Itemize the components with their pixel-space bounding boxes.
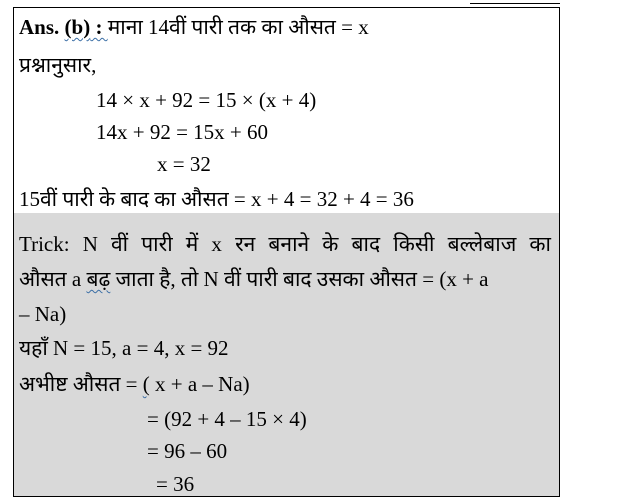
top-border-stub [470, 0, 560, 4]
trick-step-1: = (92 + 4 – 15 × 4) [147, 407, 307, 431]
trick-required-label: अभीष्ट औसत = [19, 372, 143, 396]
answer-colon: : [90, 15, 108, 39]
answer-section [14, 8, 559, 213]
answer-heading [19, 14, 369, 40]
trick-line-1: Trick: N वीं पारी में x रन बनाने के बाद किसी बल्लेबाज का [19, 232, 551, 256]
solution-box [13, 7, 560, 497]
trick-line-2-end: जाता है, तो N वीं पारी बाद उसका औसत = (x + a [110, 267, 489, 291]
trick-step-2: = 96 – 60 [147, 439, 228, 463]
trick-line-2 [19, 266, 488, 292]
answer-subheading: प्रश्नानुसार, [19, 53, 97, 77]
equation-3: x = 32 [157, 152, 211, 176]
trick-required [19, 371, 250, 397]
trick-section [14, 213, 559, 496]
answer-intro: माना 14वीं पारी तक का औसत = x [107, 15, 369, 39]
equation-2: 14x + 92 = 15x + 60 [96, 120, 269, 144]
trick-given: यहाँ N = 15, a = 4, x = 92 [19, 336, 229, 360]
trick-step-3: = 36 [156, 472, 195, 496]
answer-option: (b) [64, 15, 91, 39]
equation-1: 14 × x + 92 = 15 × (x + 4) [96, 88, 317, 112]
trick-line-3: – Na) [19, 302, 67, 326]
trick-required-formula: x + a – Na) [149, 372, 250, 396]
trick-required-paren: ( [142, 372, 150, 396]
answer-conclusion: 15वीं पारी के बाद का औसत = x + 4 = 32 + 4 = 36 [19, 187, 414, 211]
trick-line-2-start: औसत a [19, 267, 87, 291]
trick-line-2-word: बढ़ [86, 267, 111, 291]
answer-label: Ans. [19, 15, 65, 39]
